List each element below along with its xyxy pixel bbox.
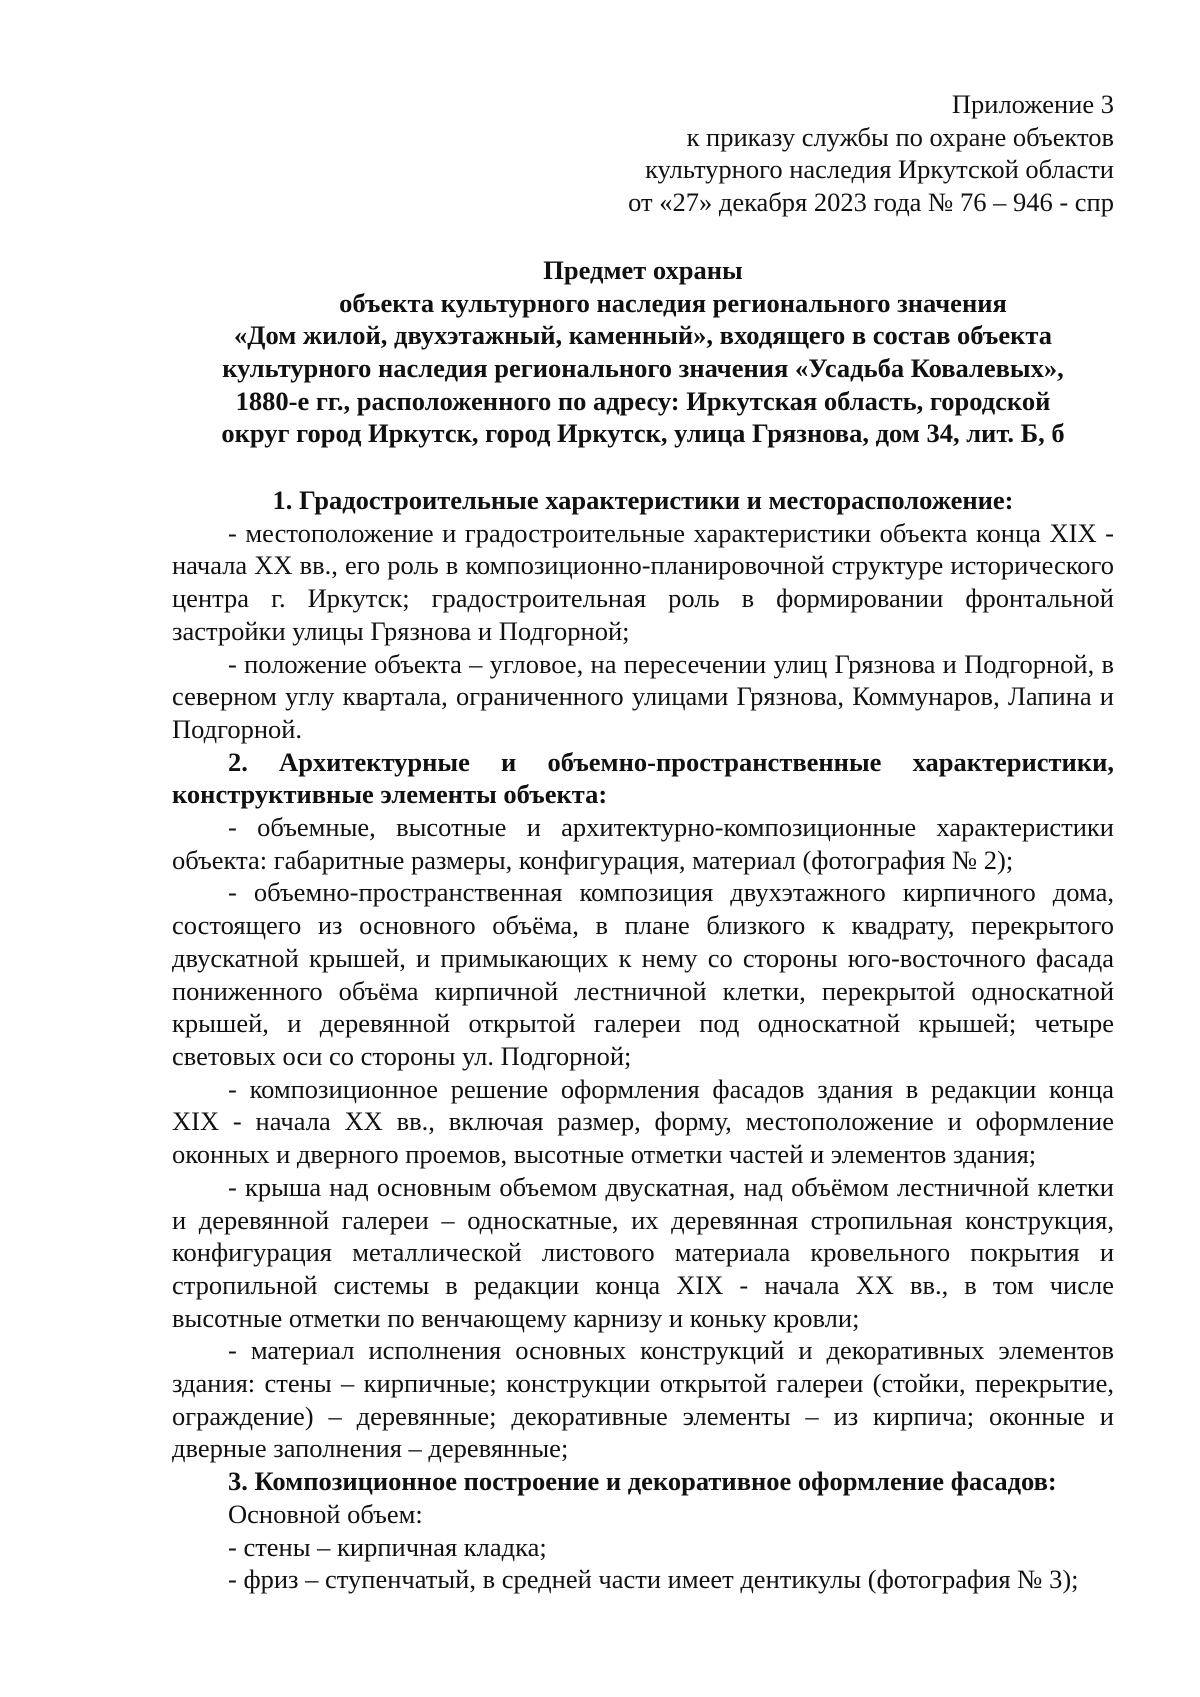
section-2-paragraph-5: - материал исполнения основных конструкций и декоративных элементов здания: стены – кирпичные; конструкции открытой галереи (стойки, перекрытие, ограждение) – деревянные; декоративные элементы – из кирпича; оконные и дверные заполнения – деревянные; bbox=[172, 1335, 1114, 1464]
appendix-number: Приложение 3 bbox=[951, 89, 1114, 119]
appendix-header bbox=[172, 88, 1114, 219]
title-line-4: культурного наследия регионального значения «Усадьба Ковалевых», bbox=[222, 352, 1064, 383]
title-line-2: объекта культурного наследия регионального значения bbox=[339, 287, 1007, 318]
title-line-1: Предмет охраны bbox=[543, 254, 743, 285]
appendix-authority: культурного наследия Иркутской области bbox=[645, 154, 1114, 185]
section-2-paragraph-2: - объемно-пространственная композиция двухэтажного кирпичного дома, состоящего из основного объёма, в плане близкого к квадрату, перекрытого двускатной крышей, и примыкающих к нему со стороны юго-восточного фасада пониженного объёма кирпичной лестничной клетки, перекрытой односкатной крышей, и деревянной открытой галереи под односкатной крышей; четыре световых оси со стороны ул. Подгорной; bbox=[172, 877, 1114, 1071]
document-title bbox=[172, 254, 1114, 450]
section-3-subheading: Основной объем: bbox=[228, 1498, 423, 1529]
appendix-date-number: от «27» декабря 2023 года № 76 – 946 - спр bbox=[628, 187, 1114, 218]
section-2 bbox=[172, 746, 1114, 1465]
section-3-paragraph-1: - стены – кирпичная кладка; bbox=[228, 1531, 547, 1562]
section-1-paragraph-1: - местоположение и градостроительные характеристики объекта конца XIX - начала XX вв., его роль в композиционно-планировочной структуре исторического центра г. Иркутск; градостроительная роль в формировании фронтальной застройки улицы Грязнова и Подгорной; bbox=[172, 517, 1114, 646]
title-line-5: 1880-е гг., расположенного по адресу: Иркутская область, городской bbox=[235, 385, 1051, 416]
section-2-paragraph-1: - объемные, высотные и архитектурно-композиционные характеристики объекта: габаритные размеры, конфигурация, материал (фотография № 2); bbox=[172, 812, 1114, 875]
appendix-order-ref: к приказу службы по охране объектов bbox=[686, 121, 1114, 152]
section-1-heading: 1. Градостроительные характеристики и месторасположение: bbox=[272, 485, 1014, 516]
section-3 bbox=[172, 1465, 1114, 1596]
section-1 bbox=[172, 484, 1114, 746]
title-line-3: «Дом жилой, двухэтажный, каменный», входящего в состав объекта bbox=[234, 320, 1052, 351]
section-1-paragraph-2: - положение объекта – угловое, на пересечении улиц Грязнова и Подгорной, в северном углу квартала, ограниченного улицами Грязнова, Коммунаров, Лапина и Подгорной. bbox=[172, 648, 1114, 744]
document-page bbox=[172, 88, 1114, 1596]
section-2-paragraph-3: - композиционное решение оформления фасадов здания в редакции конца XIX - начала XX вв., включая размер, форму, местоположение и оформление оконных и дверного проемов, высотные отметки частей и элементов здания; bbox=[172, 1073, 1114, 1170]
section-3-paragraph-2: - фриз – ступенчатый, в средней части имеет дентикулы (фотография № 3); bbox=[228, 1564, 1079, 1595]
section-3-heading: 3. Композиционное построение и декоративное оформление фасадов: bbox=[228, 1466, 1057, 1497]
section-2-paragraph-4: - крыша над основным объемом двускатная, над объёмом лестничной клетки и деревянной галереи – односкатные, их деревянная стропильная конструкция, конфигурация металлической листового материала кровельного покрытия и стропильной системы в редакции конца XIX - начала XX вв., в том числе высотные отметки по венчающему карнизу и коньку кровли; bbox=[172, 1171, 1114, 1333]
section-2-heading: 2. Архитектурные и объемно-пространственные характеристики, конструктивные элементы объекта: bbox=[172, 746, 1114, 810]
title-line-6: округ город Иркутск, город Иркутск, улица Грязнова, дом 34, лит. Б, б bbox=[221, 418, 1065, 449]
